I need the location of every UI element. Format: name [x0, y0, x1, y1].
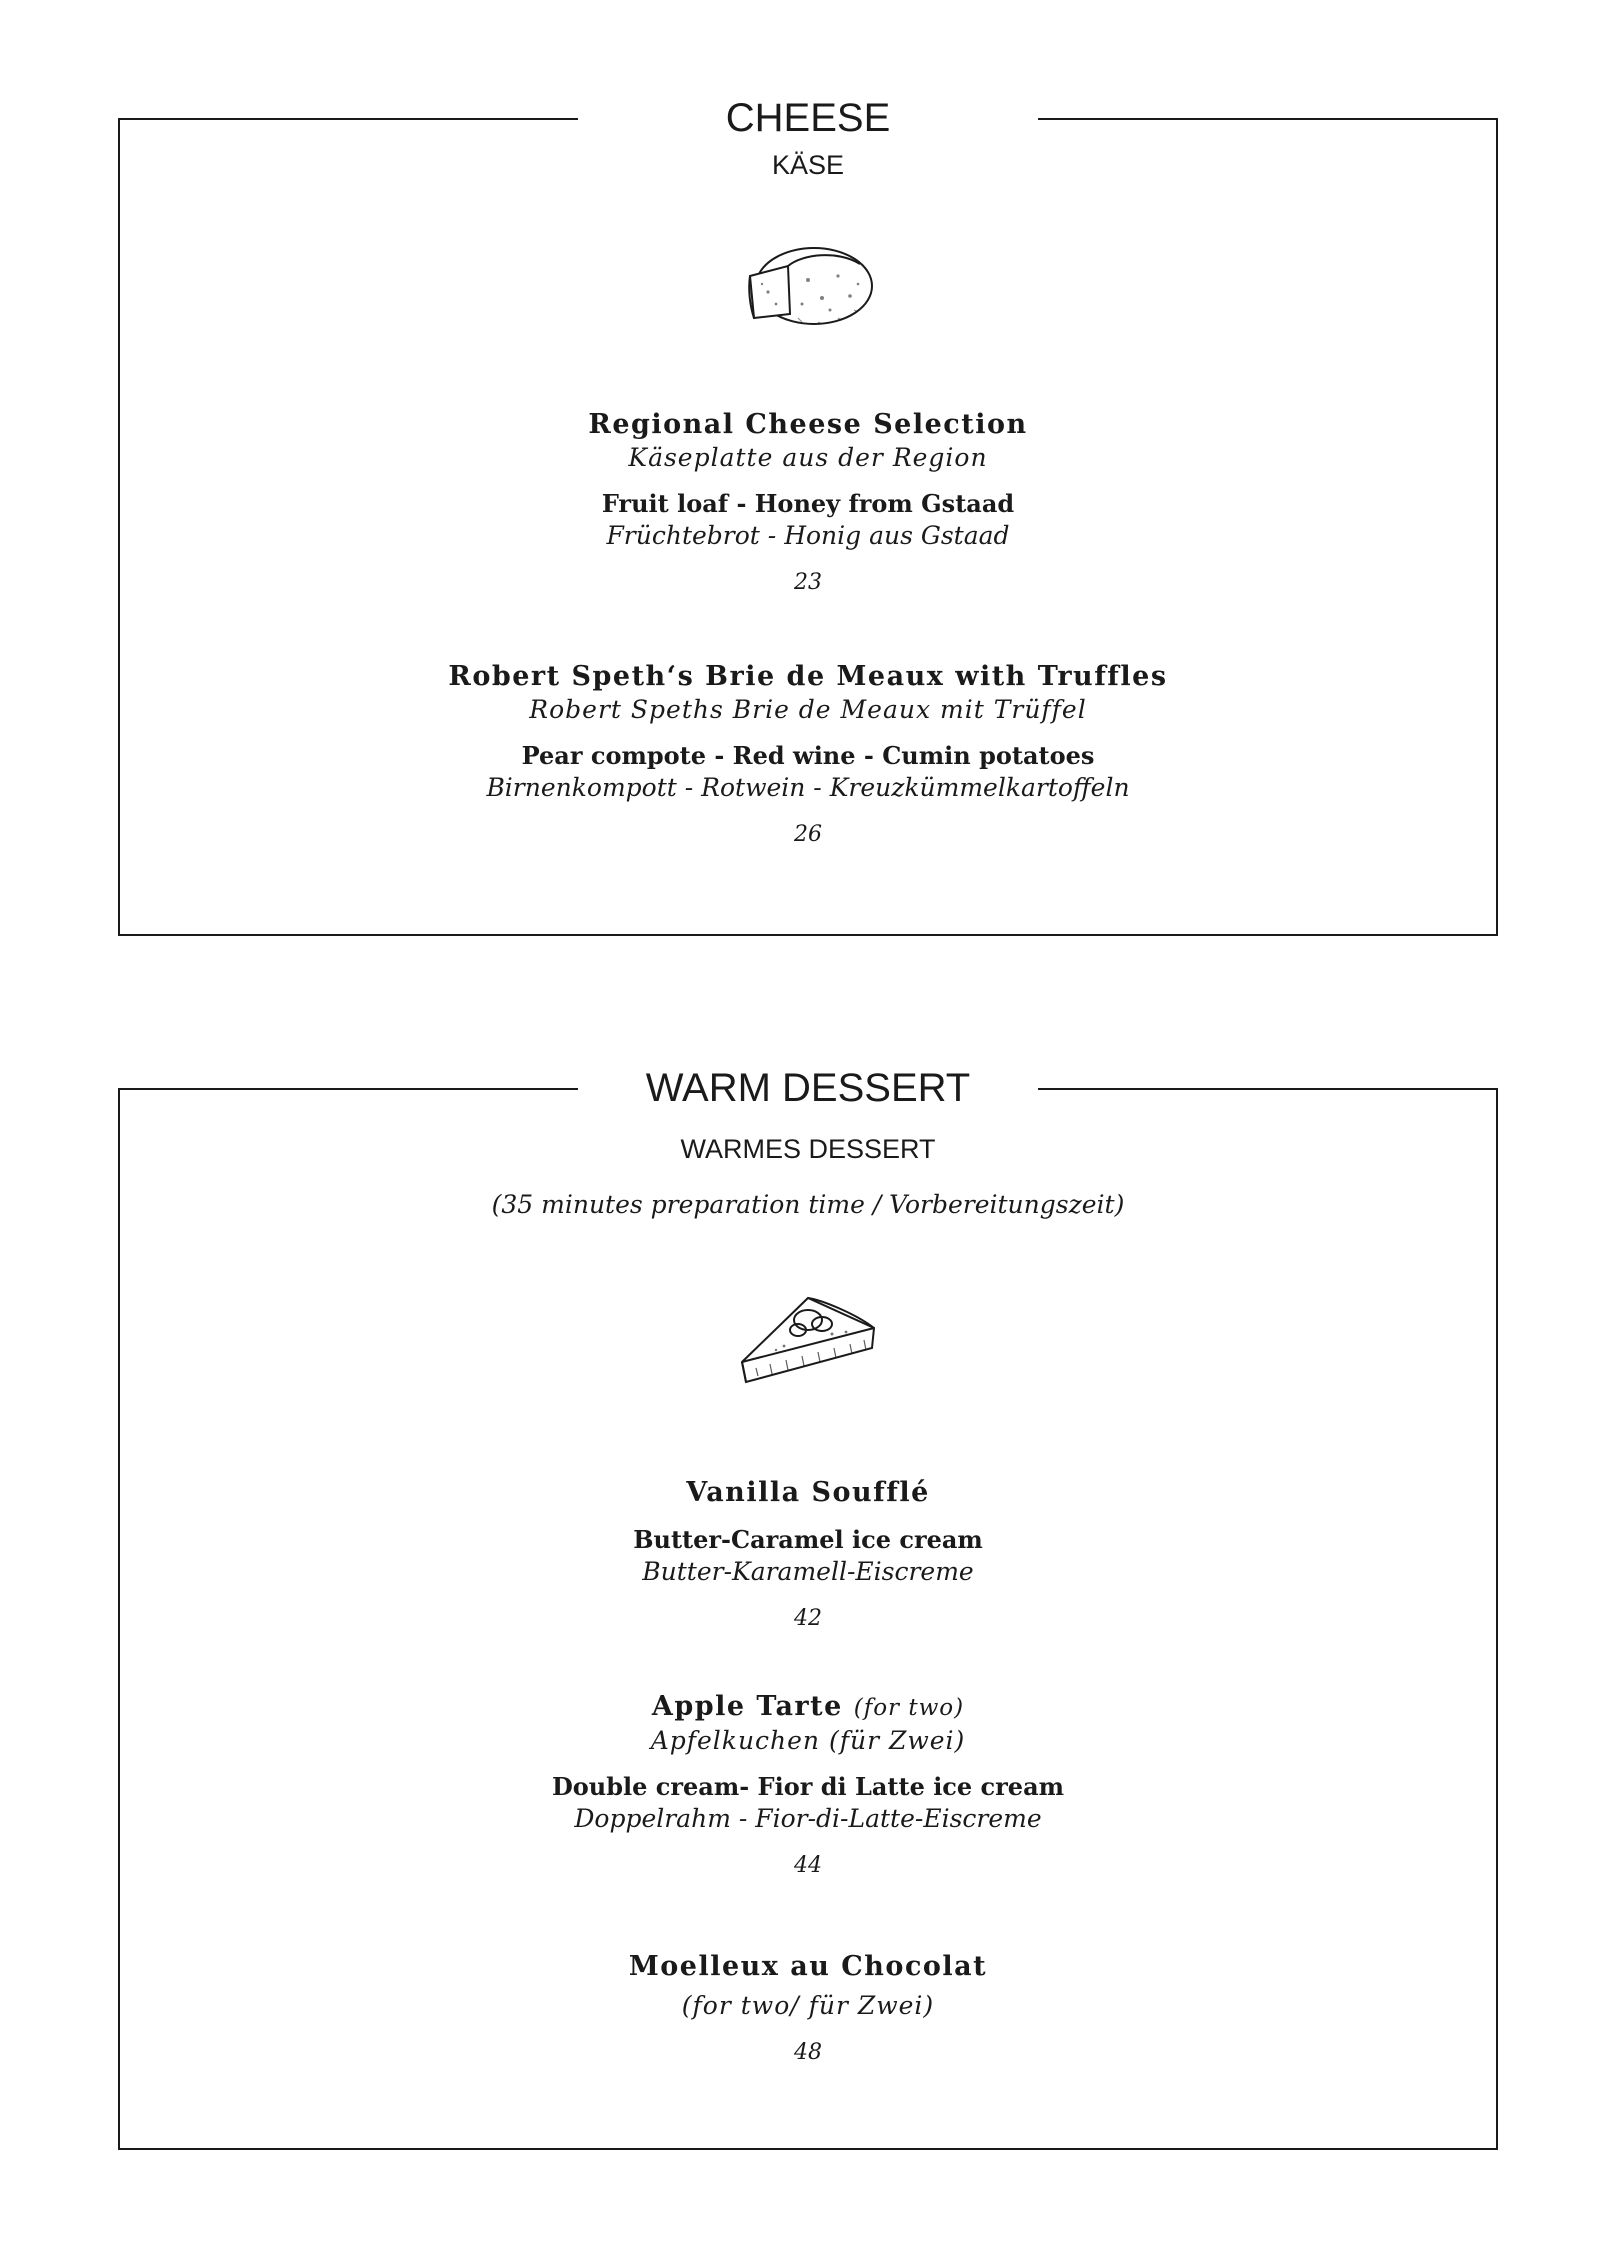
item-name-de: (for two/ für Zwei)	[681, 1991, 935, 2020]
menu-item-brie-de-meaux	[120, 660, 1496, 847]
dessert-title-gap	[578, 1060, 1038, 1116]
item-name-main: Apple Tarte	[651, 1691, 843, 1722]
item-desc: Fruit loaf - Honey from Gstaad	[601, 489, 1015, 518]
item-price: 42	[794, 1606, 822, 1631]
menu-item-apple-tarte	[120, 1690, 1496, 1878]
dessert-title: WARM DESSERT	[645, 1066, 971, 1110]
item-name	[120, 1690, 1496, 1725]
cheese-section	[118, 96, 1498, 936]
item-name: Robert Speth‘s Brie de Meaux with Truffles	[448, 661, 1168, 692]
menu-item-regional-cheese	[120, 408, 1496, 595]
item-name-aside: (for two)	[853, 1695, 965, 1721]
item-name-de: Apfelkuchen (für Zwei)	[650, 1726, 966, 1755]
item-desc-de: Doppelrahm - Fior-di-Latte-Eiscreme	[574, 1804, 1042, 1833]
item-price: 44	[794, 1853, 822, 1878]
dessert-title-wrap	[120, 1060, 1496, 1116]
item-name-de: Käseplatte aus der Region	[628, 443, 988, 472]
cheese-wheel-icon	[738, 240, 878, 340]
item-desc: Butter-Caramel ice cream	[633, 1525, 983, 1554]
item-name-de: Robert Speths Brie de Meaux mit Trüffel	[529, 695, 1087, 724]
item-desc-de: Butter-Karamell-Eiscreme	[642, 1557, 974, 1586]
item-desc-de: Früchtebrot - Honig aus Gstaad	[606, 521, 1010, 550]
item-name: Regional Cheese Selection	[588, 409, 1028, 440]
item-price: 26	[794, 822, 822, 847]
item-name: Vanilla Soufflé	[686, 1477, 930, 1508]
menu-item-moelleux-au-chocolat	[120, 1950, 1496, 2065]
item-name: Moelleux au Chocolat	[628, 1951, 988, 1982]
cheese-title-wrap	[120, 90, 1496, 146]
item-desc-de: Birnenkompott - Rotwein - Kreuzkümmelkartoffeln	[486, 773, 1130, 802]
item-desc: Pear compote - Red wine - Cumin potatoes	[521, 741, 1095, 770]
item-price: 48	[794, 2040, 822, 2065]
item-price: 23	[794, 570, 822, 595]
cheese-title-gap	[578, 90, 1038, 146]
dessert-subtitle: WARMES DESSERT	[680, 1134, 936, 1164]
cheese-title: CHEESE	[725, 96, 891, 140]
menu-item-vanilla-souffle	[120, 1476, 1496, 1631]
warm-dessert-section	[118, 1066, 1498, 2150]
preparation-note: (35 minutes preparation time / Vorbereitungszeit)	[491, 1190, 1125, 1219]
cheese-subtitle: KÄSE	[771, 150, 845, 180]
tart-slice-icon	[736, 1290, 884, 1394]
item-desc: Double cream- Fior di Latte ice cream	[551, 1772, 1065, 1801]
